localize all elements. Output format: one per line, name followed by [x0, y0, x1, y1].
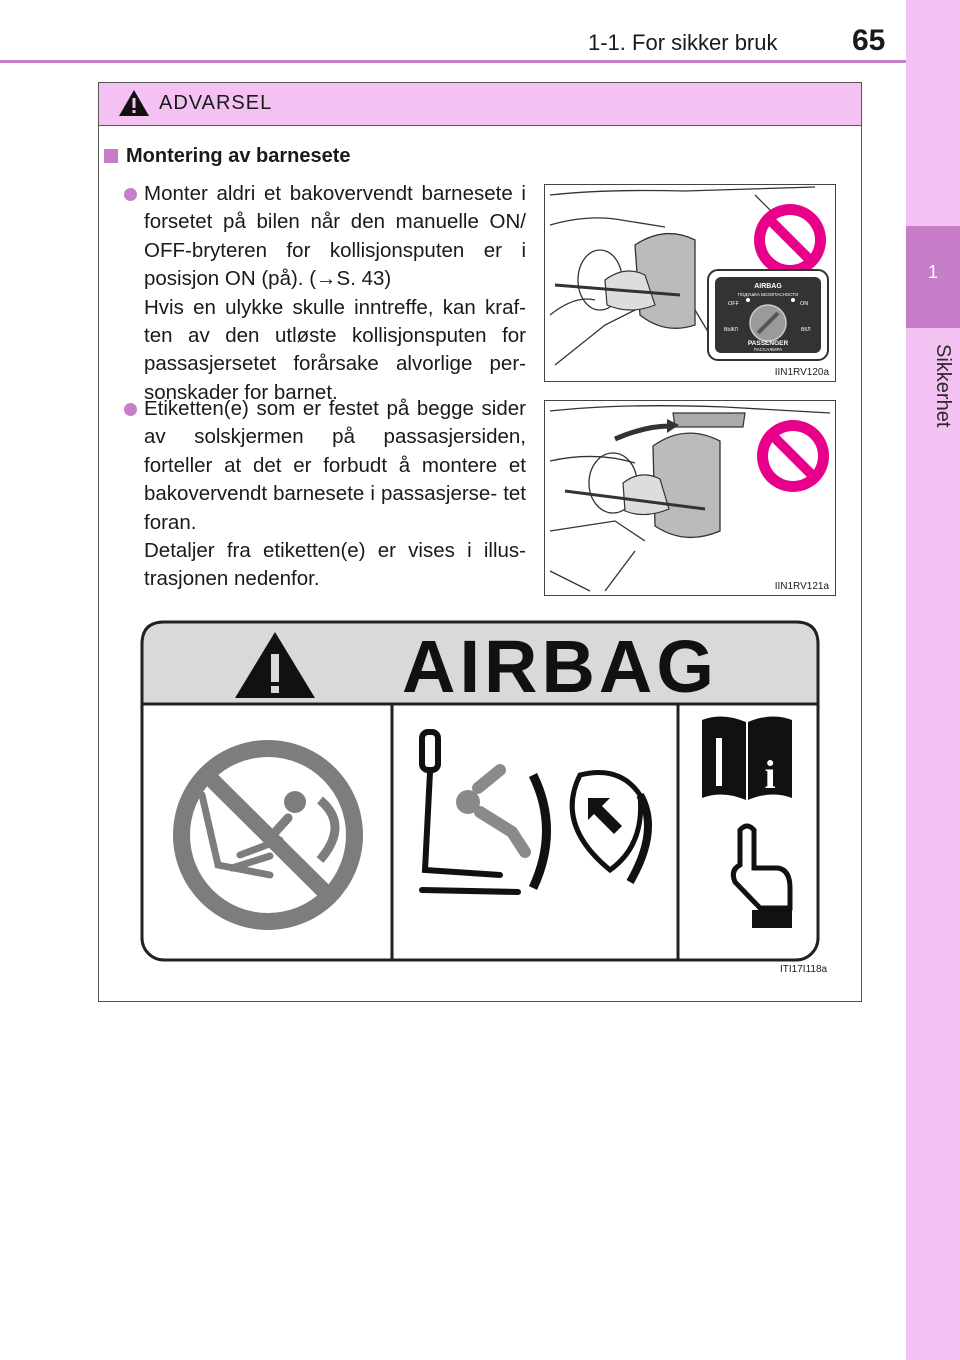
warning-item-2 — [128, 395, 526, 594]
item-text-2: Detaljer fra etiketten(e) er vises i illus- trasjonen nedenfor. — [144, 539, 526, 591]
svg-text:PASSENGER: PASSENGER — [747, 340, 789, 347]
item-text: Monter aldri et bakovervendt barnesete i forsetet på bilen når den manuelle ON/ OFF-bryteren for kollisjonsputen er i posisjon ON (på). (→S. 43) — [144, 182, 526, 291]
svg-text:i: i — [764, 752, 776, 797]
item-text: Etiketten(e) som er festet på begge sider av solskjermen på passasjersiden, forteller at det er forbudt å montere et bakovervendt barnesete i passasjerse- tet foran. — [144, 397, 526, 534]
no-rear-facing-seat-icon — [173, 740, 363, 930]
warning-header — [99, 83, 861, 126]
svg-text:OFF: OFF — [728, 301, 739, 307]
header-rule — [0, 60, 906, 63]
bullet-icon — [124, 403, 137, 416]
svg-text:ПОДУШКА БЕЗОПАСНОСТИ: ПОДУШКА БЕЗОПАСНОСТИ — [737, 292, 799, 297]
svg-text:AIRBAG: AIRBAG — [754, 283, 782, 290]
figure-airbag-switch — [544, 184, 836, 382]
figure-sun-visor — [544, 400, 836, 596]
label-code: ITI17I118a — [780, 964, 828, 975]
svg-text:ВКЛ: ВКЛ — [801, 327, 811, 333]
prohibited-icon — [754, 204, 826, 276]
car-interior-illustration — [545, 185, 834, 380]
warning-item-1 — [128, 180, 526, 407]
page-number: 65 — [852, 24, 886, 57]
svg-text:ПАССАЖИРА: ПАССАЖИРА — [753, 347, 783, 352]
svg-text:ВЫКЛ: ВЫКЛ — [724, 327, 738, 333]
svg-text:ON: ON — [800, 301, 809, 307]
airbag-warning-label — [140, 620, 820, 962]
chapter-side-tab[interactable] — [906, 0, 960, 1360]
bullet-icon — [124, 188, 137, 201]
warning-title: ADVARSEL — [159, 92, 273, 114]
figure-code: IIN1RV121a — [774, 581, 829, 592]
item-text-2: Hvis en ulykke skulle inntreffe, kan kraf- ten av den utløste kollisjonsputen for passasjersetet forårsake alvorlige per- sonskader for barnet. — [144, 295, 526, 404]
section-title: 1-1. For sikker bruk — [588, 30, 778, 55]
figure-code: IIN1RV120a — [774, 367, 829, 378]
sun-visor-illustration — [545, 401, 834, 594]
chapter-number: 1 — [927, 262, 938, 282]
warning-heading: Montering av barnesete — [104, 145, 351, 168]
airbag-word: AIRBAG — [402, 625, 718, 708]
warning-triangle-icon — [117, 88, 151, 118]
heading-square-icon — [104, 149, 118, 163]
prohibited-icon — [757, 420, 829, 492]
chapter-title: Sikkerhet — [932, 344, 954, 428]
